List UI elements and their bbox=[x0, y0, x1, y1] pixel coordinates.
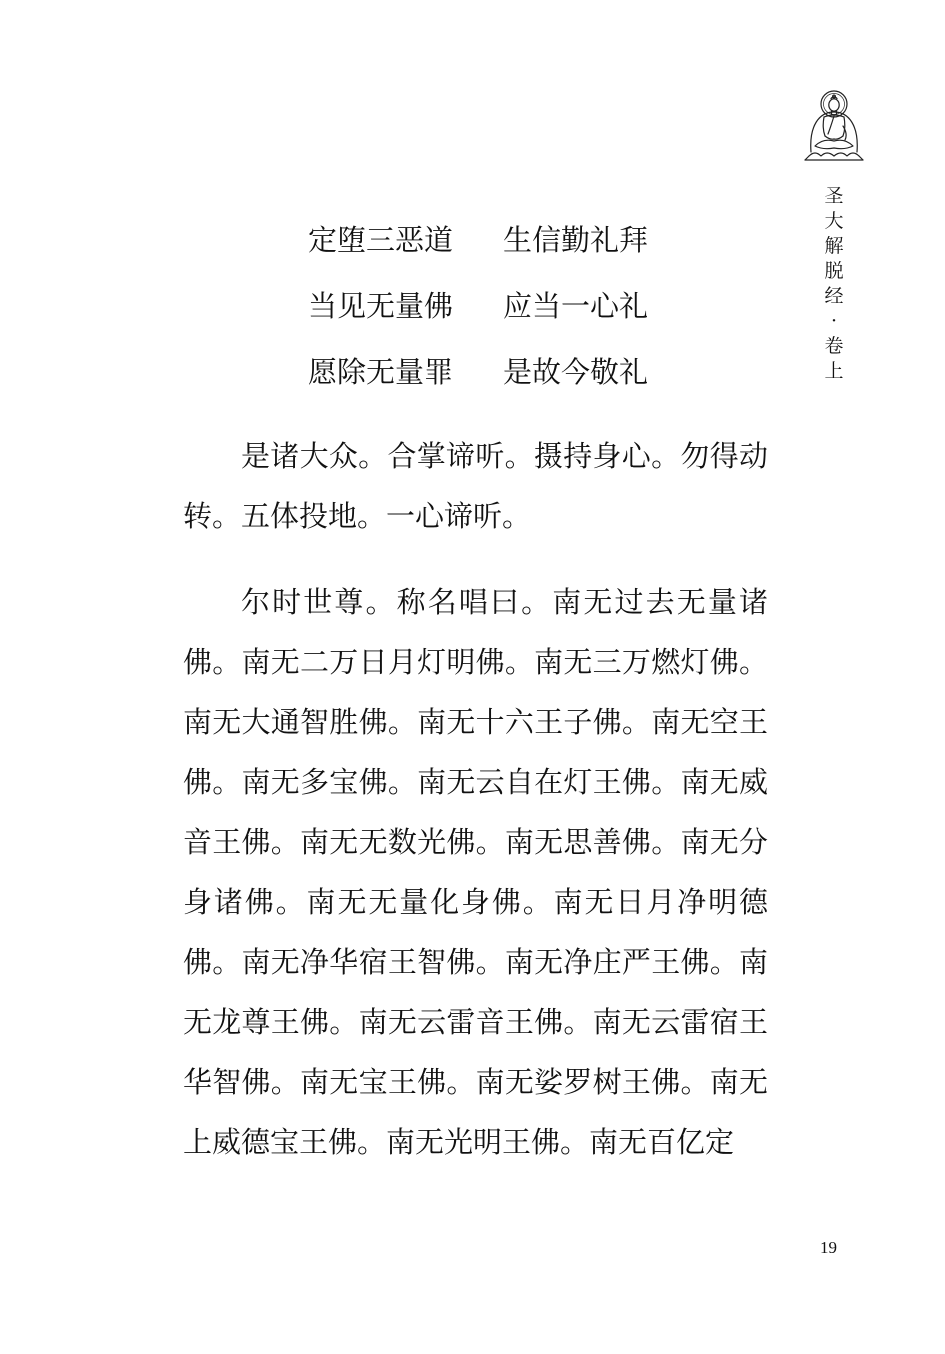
verse-left: 定堕三恶道 bbox=[308, 223, 454, 257]
running-head-char: 解 bbox=[824, 235, 844, 257]
running-head-char: 大 bbox=[824, 210, 844, 232]
verse-left: 愿除无量罪 bbox=[308, 355, 454, 389]
running-head-char: 上 bbox=[824, 360, 844, 382]
verse-right: 应当一心礼 bbox=[503, 289, 649, 323]
verse-line bbox=[308, 278, 768, 344]
page-number: 19 bbox=[820, 1238, 837, 1257]
body-paragraph: 尔时世尊。称名唱曰。南无过去无量诸佛。南无二万日月灯明佛。南无三万燃灯佛。南无大通智胜佛。南无十六王子佛。南无空王佛。南无多宝佛。南无云自在灯王佛。南无威音王佛。南无无数光佛。南无思善佛。南无分身诸佛。南无无量化身佛。南无日月净明德佛。南无净华宿王智佛。南无净庄严王佛。南无龙尊王佛。南无云雷音王佛。南无云雷宿王华智佛。南无宝王佛。南无娑罗树王佛。南无上威德宝王佛。南无光明王佛。南无百亿定 bbox=[183, 585, 768, 1159]
body-paragraph: 是诸大众。合掌谛听。摄持身心。勿得动转。五体投地。一心谛听。 bbox=[183, 439, 768, 533]
running-head-char: 经 bbox=[824, 285, 844, 307]
verse-line bbox=[308, 344, 768, 410]
running-head bbox=[818, 184, 850, 384]
running-head-char: · bbox=[830, 310, 838, 332]
verse-right: 生信勤礼拜 bbox=[503, 223, 649, 257]
running-head-char: 圣 bbox=[824, 185, 844, 207]
verse-right: 是故今敬礼 bbox=[503, 355, 649, 389]
verse-block bbox=[308, 212, 768, 410]
verse-line bbox=[308, 212, 768, 278]
seated-buddha-icon bbox=[801, 86, 867, 166]
running-head-char: 脱 bbox=[824, 260, 844, 282]
verse-left: 当见无量佛 bbox=[308, 289, 454, 323]
running-head-char: 卷 bbox=[824, 335, 844, 357]
